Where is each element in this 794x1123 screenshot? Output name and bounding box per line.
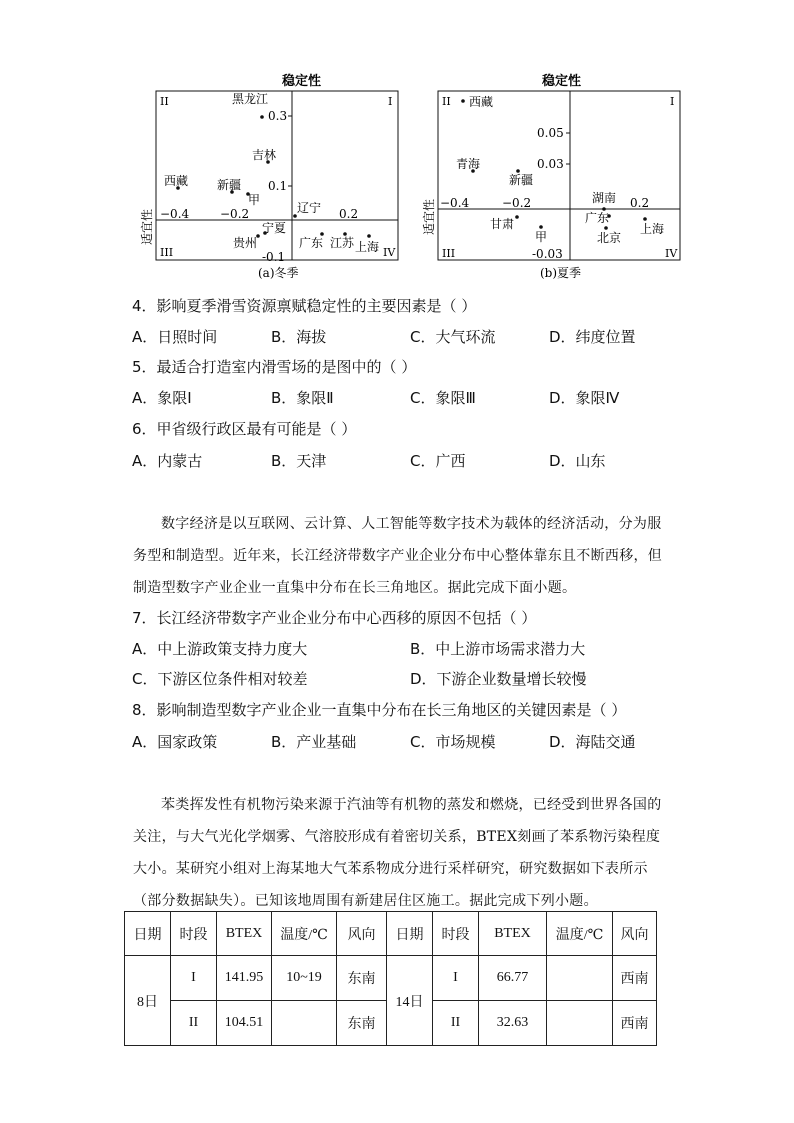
table-header-cell: 时段 bbox=[433, 912, 479, 956]
point-label: 新疆 bbox=[217, 178, 242, 192]
x-axis-title: 适宜性 bbox=[422, 198, 436, 235]
table-cell: 141.95 bbox=[217, 956, 272, 1001]
point-label: 上海 bbox=[355, 240, 380, 254]
quadrant-label: III bbox=[160, 246, 174, 259]
table-cell: I bbox=[171, 956, 217, 1001]
data-point bbox=[367, 234, 371, 238]
table-cell: 104.51 bbox=[217, 1001, 272, 1046]
x-axis-title: 适宜性 bbox=[140, 208, 154, 245]
point-label: 辽宁 bbox=[297, 201, 322, 215]
question-7-stem: 7．长江经济带数字产业企业分布中心西移的原因不包括（ ） bbox=[132, 609, 537, 627]
summer-chart bbox=[420, 70, 690, 285]
table-header-cell: 日期 bbox=[125, 912, 171, 956]
point-label: 甲 bbox=[535, 230, 548, 244]
question-4-stem: 4．影响夏季滑雪资源禀赋稳定性的主要因素是（ ） bbox=[132, 297, 477, 315]
question-8-option-b[interactable]: B．产业基础 bbox=[271, 733, 357, 751]
question-6-stem: 6．甲省级行政区最有可能是（ ） bbox=[132, 420, 357, 438]
question-6-option-c[interactable]: C．广西 bbox=[410, 452, 466, 470]
quadrant-label: III bbox=[442, 247, 456, 260]
table-cell: II bbox=[171, 1001, 217, 1046]
quadrant-label: IV bbox=[665, 247, 678, 260]
table-date-cell: 8日 bbox=[125, 956, 171, 1046]
point-label: 上海 bbox=[640, 222, 665, 236]
table-cell: 东南 bbox=[337, 1001, 387, 1046]
point-label: 广东 bbox=[585, 211, 610, 225]
chart-caption: (b)夏季 bbox=[540, 266, 582, 280]
question-7-option-c[interactable]: C．下游区位条件相对较差 bbox=[132, 670, 308, 688]
table-row bbox=[125, 956, 657, 1001]
question-8-stem: 8．影响制造型数字产业企业一直集中分布在长三角地区的关键因素是（ ） bbox=[132, 701, 627, 719]
y-axis-title: 稳定性 bbox=[282, 74, 322, 89]
point-label: 宁夏 bbox=[262, 221, 287, 235]
point-label: 黑龙江 bbox=[232, 92, 269, 106]
question-6-option-d[interactable]: D．山东 bbox=[549, 452, 606, 470]
question-4-option-b[interactable]: B．海拔 bbox=[271, 328, 327, 346]
question-7-option-a[interactable]: A．中上游政策支持力度大 bbox=[132, 640, 308, 658]
y-tick-label: 0.1 bbox=[268, 179, 288, 193]
table-header-cell: BTEX bbox=[217, 912, 272, 956]
y-tick-label: -0.1 bbox=[262, 250, 286, 264]
question-7-option-d[interactable]: D．下游企业数量增长较慢 bbox=[410, 670, 587, 688]
x-tick-label: −0.2 bbox=[502, 196, 532, 210]
question-4-option-a[interactable]: A．日照时间 bbox=[132, 328, 218, 346]
quadrant-label: I bbox=[670, 95, 675, 108]
table-cell: 东南 bbox=[337, 956, 387, 1001]
passage-digital-economy: 数字经济是以互联网、云计算、人工智能等数字技术为载体的经济活动，分为服务型和制造型。近年来，长江经济带数字产业企业分布中心整体靠东且不断西移，但制造型数字产业企业一直集中分布在长三角地区。据此完成下面小题。 bbox=[133, 516, 663, 596]
point-label: 吉林 bbox=[252, 148, 277, 162]
table-header-cell: 日期 bbox=[387, 912, 433, 956]
point-label: 西藏 bbox=[164, 174, 189, 188]
question-7-option-b[interactable]: B．中上游市场需求潜力大 bbox=[410, 640, 586, 658]
point-label: 甲 bbox=[248, 193, 261, 207]
point-label: 北京 bbox=[597, 231, 622, 245]
x-tick-label: 0.2 bbox=[630, 196, 650, 210]
point-label: 新疆 bbox=[509, 173, 534, 187]
y-tick-label: 0.3 bbox=[268, 109, 288, 123]
table-cell: 66.77 bbox=[479, 956, 547, 1001]
data-point bbox=[539, 225, 543, 229]
y-tick-label: 0.05 bbox=[537, 126, 564, 140]
table-cell: 32.63 bbox=[479, 1001, 547, 1046]
question-6-option-b[interactable]: B．天津 bbox=[271, 452, 327, 470]
data-point bbox=[260, 115, 264, 119]
point-label: 西藏 bbox=[469, 95, 494, 109]
point-label: 广东 bbox=[299, 236, 324, 250]
winter-chart bbox=[140, 70, 410, 285]
quadrant-label: II bbox=[160, 95, 169, 108]
table-header-row bbox=[125, 912, 657, 956]
table-header-cell: 风向 bbox=[613, 912, 657, 956]
table-header-cell: BTEX bbox=[479, 912, 547, 956]
table-cell: II bbox=[433, 1001, 479, 1046]
question-5-option-d[interactable]: D．象限Ⅳ bbox=[549, 389, 620, 407]
question-5-option-a[interactable]: A．象限Ⅰ bbox=[132, 389, 192, 407]
quadrant-label: I bbox=[388, 95, 393, 108]
passage-btex: 苯类挥发性有机物污染来源于汽油等有机物的蒸发和燃烧，已经受到世界各国的关注，与大气光化学烟雾、气溶胶形成有着密切关系，BTEX刻画了苯系物污染程度大小。某研究小组对上海某地大气苯系物成分进行采样研究，研究数据如下表所示（部分数据缺失）。已知该地周围有新建居住区施工。据此完成下列小题。 bbox=[133, 797, 662, 909]
table-cell: 西南 bbox=[613, 1001, 657, 1046]
question-8-option-d[interactable]: D．海陆交通 bbox=[549, 733, 636, 751]
table-header-cell: 时段 bbox=[171, 912, 217, 956]
quadrant-label: II bbox=[442, 95, 451, 108]
table-cell bbox=[547, 1001, 613, 1046]
btex-table bbox=[124, 911, 657, 1046]
chart-caption: (a)冬季 bbox=[258, 266, 299, 280]
question-4-option-d[interactable]: D．纬度位置 bbox=[549, 328, 636, 346]
point-label: 贵州 bbox=[233, 236, 258, 250]
y-tick-label: -0.03 bbox=[532, 247, 563, 261]
table-cell: 10~19 bbox=[272, 956, 337, 1001]
point-label: 江苏 bbox=[330, 236, 355, 250]
table-header-cell: 风向 bbox=[337, 912, 387, 956]
question-6-option-a[interactable]: A．内蒙古 bbox=[132, 452, 203, 470]
question-5-option-b[interactable]: B．象限Ⅱ bbox=[271, 389, 334, 407]
point-label: 湖南 bbox=[592, 191, 617, 205]
y-tick-label: 0.03 bbox=[537, 157, 564, 171]
point-label: 青海 bbox=[456, 157, 481, 171]
table-header-cell: 温度/℃ bbox=[547, 912, 613, 956]
data-point bbox=[604, 226, 608, 230]
point-label: 甘肃 bbox=[490, 217, 515, 231]
data-point bbox=[643, 217, 647, 221]
table-cell: I bbox=[433, 956, 479, 1001]
table-cell bbox=[272, 1001, 337, 1046]
data-point bbox=[461, 99, 465, 103]
table-date-cell: 14日 bbox=[387, 956, 433, 1046]
table-cell bbox=[547, 956, 613, 1001]
y-axis-title: 稳定性 bbox=[542, 74, 582, 89]
x-tick-label: −0.4 bbox=[440, 196, 470, 210]
table-cell: 西南 bbox=[613, 956, 657, 1001]
x-tick-label: −0.2 bbox=[220, 207, 250, 221]
question-5-stem: 5．最适合打造室内滑雪场的是图中的（ ） bbox=[132, 358, 417, 376]
data-point bbox=[515, 215, 519, 219]
question-8-option-a[interactable]: A．国家政策 bbox=[132, 733, 218, 751]
question-5-option-c[interactable]: C．象限Ⅲ bbox=[410, 389, 476, 407]
x-tick-label: 0.2 bbox=[339, 207, 359, 221]
x-tick-label: −0.4 bbox=[160, 207, 190, 221]
question-4-option-c[interactable]: C．大气环流 bbox=[410, 328, 496, 346]
question-8-option-c[interactable]: C．市场规模 bbox=[410, 733, 496, 751]
table-header-cell: 温度/℃ bbox=[272, 912, 337, 956]
quadrant-label: IV bbox=[383, 246, 396, 259]
